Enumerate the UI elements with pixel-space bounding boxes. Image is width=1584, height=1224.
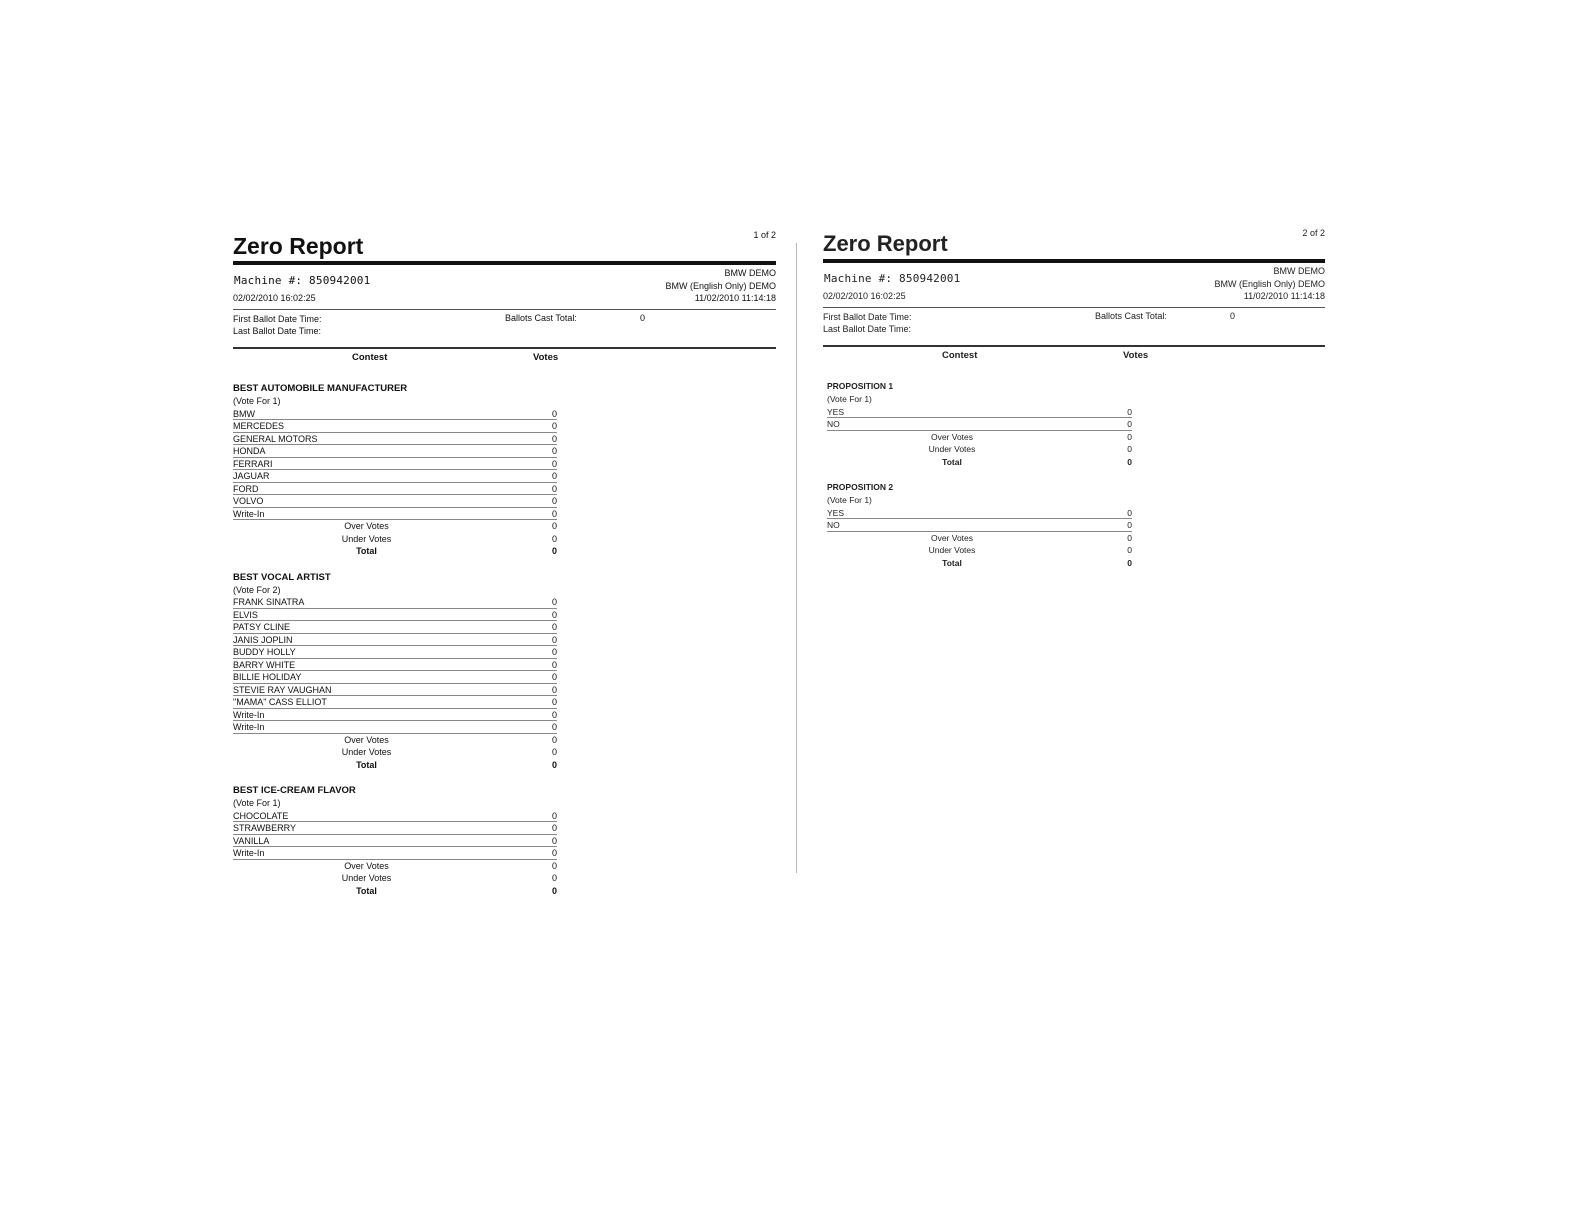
candidate-votes: 0 [551,835,557,846]
candidate-row [827,519,1132,532]
candidate-votes: 0 [551,597,557,607]
candidate-name: YES [827,406,845,417]
candidate-votes: 0 [1127,419,1132,429]
candidate-name: BUDDY HOLLY [233,647,296,657]
contest-title: PROPOSITION 1 [827,381,894,391]
report-title: Zero Report [233,233,364,259]
candidate-name: YES [827,507,845,518]
first-ballot-label: First Ballot Date Time: [823,312,912,322]
vote-for: (Vote For 1) [233,396,281,406]
ballot-style: BMW (English Only) DEMO [665,280,776,291]
vote-for: (Vote For 1) [233,798,281,808]
candidate-votes: 0 [551,647,557,657]
candidate-name: NO [827,419,840,429]
contest-block [827,380,1132,468]
candidate-votes: 0 [1127,406,1132,417]
report-datetime: 02/02/2010 16:02:25 [823,291,906,301]
total-label: Under Votes [341,533,392,544]
total-row [233,759,557,772]
total-label: Over Votes [344,734,389,745]
total-value: 0 [551,860,557,871]
under-votes-row [233,533,557,546]
total-value: 0 [551,546,557,556]
total-value: 0 [551,873,557,883]
machine-number: Machine #: 850942001 [234,274,371,287]
candidate-row [233,596,557,609]
page-number: 1 of 2 [753,230,776,240]
candidate-votes: 0 [551,634,557,645]
contest-title: PROPOSITION 2 [827,482,894,492]
report-datetime: 02/02/2010 16:02:25 [233,293,316,303]
ballots-cast-label: Ballots Cast Total: [1095,311,1167,321]
vote-for: (Vote For 1) [827,394,872,404]
candidate-name: PATSY CLINE [233,622,291,632]
column-header [823,347,1325,367]
candidate-name: JAGUAR [233,471,270,481]
candidate-votes: 0 [551,483,557,494]
total-value: 0 [1127,444,1132,454]
candidate-votes: 0 [551,810,557,821]
candidate-votes: 0 [551,709,557,720]
election-info [1214,265,1325,303]
candidate-row [233,696,557,709]
machine-number: Machine #: 850942001 [824,272,961,285]
total-label: Over Votes [930,532,974,543]
contest-title: BEST AUTOMOBILE MANUFACTURER [233,383,408,394]
candidate-votes: 0 [551,458,557,469]
election-info [665,267,776,305]
total-label: Total [356,546,377,556]
candidate-row [233,634,557,647]
total-label: Under Votes [928,545,976,555]
candidate-row [233,445,557,458]
over-votes-row [827,532,1132,545]
candidate-votes: 0 [551,496,557,506]
candidate-row [233,810,557,823]
candidate-row [233,847,557,860]
candidate-votes: 0 [551,659,557,670]
candidate-row [233,646,557,659]
candidate-name: STEVIE RAY VAUGHAN [233,684,332,695]
election-name: BMW DEMO [724,268,776,278]
contest-list [823,380,1325,569]
ballots-cast-value: 0 [1230,311,1236,321]
contest-block [233,784,557,897]
candidate-name: STRAWBERRY [233,823,297,833]
candidate-votes: 0 [1127,507,1132,518]
candidate-name: ELVIS [233,609,258,620]
total-label: Over Votes [930,431,974,442]
under-votes-row [827,544,1132,557]
total-row [827,456,1132,469]
over-votes-row [827,431,1132,444]
votes-column-header: Votes [1123,350,1149,361]
contest-list [233,382,776,897]
candidate-votes: 0 [551,609,557,620]
candidate-votes: 0 [551,622,557,632]
total-value: 0 [551,759,557,770]
total-value: 0 [1127,545,1132,555]
election-datetime: 11/02/2010 11:14:18 [694,293,776,303]
candidate-name: CHOCOLATE [233,810,289,821]
first-ballot-label: First Ballot Date Time: [233,314,322,324]
total-label: Total [942,557,962,568]
candidate-row [233,709,557,722]
vote-for: (Vote For 1) [827,495,872,505]
report-header [823,263,1325,307]
over-votes-row [233,860,557,873]
report-header [233,265,776,309]
candidate-name: BMW [233,408,255,419]
over-votes-row [233,520,557,533]
last-ballot-label: Last Ballot Date Time: [233,326,322,336]
total-label: Over Votes [344,521,389,531]
under-votes-row [233,872,557,885]
candidate-row [233,659,557,672]
total-label: Under Votes [341,873,392,883]
votes-column-header: Votes [533,352,559,363]
candidate-name: Write-In [233,848,265,858]
candidate-votes: 0 [551,408,557,419]
contest-column-header: Contest [942,350,978,361]
contest-block [233,571,557,772]
vote-for: (Vote For 2) [233,584,281,595]
candidate-row [827,507,1132,520]
election-datetime: 11/02/2010 11:14:18 [1243,291,1325,301]
election-name: BMW DEMO [1273,266,1325,276]
candidate-name: BARRY WHITE [233,659,296,670]
candidate-row [233,495,557,508]
last-ballot-label: Last Ballot Date Time: [823,324,912,334]
total-value: 0 [551,521,557,531]
total-row [827,557,1132,570]
candidate-row [233,458,557,471]
ballots-cast-label: Ballots Cast Total: [505,313,577,323]
contest-title: BEST ICE-CREAM FLAVOR [233,785,356,796]
candidate-row [233,483,557,496]
candidate-row [233,835,557,848]
total-value: 0 [1127,557,1132,568]
candidate-name: NO [827,520,840,530]
candidate-votes: 0 [551,684,557,695]
candidate-votes: 0 [551,446,557,456]
candidate-name: FORD [233,483,259,494]
candidate-name: GENERAL MOTORS [233,433,318,444]
candidate-row [233,433,557,446]
total-label: Total [356,885,377,896]
candidate-row [233,822,557,835]
candidate-name: Write-In [233,508,265,519]
total-row [233,545,557,558]
ballot-info [233,310,776,347]
contest-block [233,382,557,558]
candidate-name: FRANK SINATRA [233,597,305,607]
total-label: Under Votes [928,444,976,454]
total-label: Total [942,456,962,467]
ballot-info [823,308,1325,345]
ballots-cast-value: 0 [640,313,646,323]
candidate-row [233,508,557,521]
candidate-votes: 0 [551,433,557,444]
report-title: Zero Report [823,231,948,256]
candidate-name: HONDA [233,446,266,456]
total-value: 0 [551,885,557,896]
candidate-votes: 0 [551,697,557,707]
candidate-row [233,408,557,421]
total-value: 0 [1127,532,1132,543]
contest-title: BEST VOCAL ARTIST [233,571,331,583]
total-value: 0 [551,734,557,745]
candidate-name: FERRARI [233,458,273,469]
total-value: 0 [1127,431,1132,442]
page-number: 2 of 2 [1302,228,1325,238]
candidate-votes: 0 [551,848,557,858]
candidate-votes: 0 [551,722,557,732]
page-divider [796,243,797,873]
candidate-row [233,671,557,684]
candidate-name: Write-In [233,722,265,732]
candidate-row [233,609,557,622]
candidate-name: VOLVO [233,496,264,506]
under-votes-row [827,443,1132,456]
candidate-votes: 0 [551,471,557,481]
candidate-name: Write-In [233,709,265,720]
candidate-name: BILLIE HOLIDAY [233,672,302,682]
candidate-votes: 0 [551,823,557,833]
candidate-name: JANIS JOPLIN [233,634,293,645]
candidate-votes: 0 [551,508,557,519]
total-row [233,885,557,898]
report-page-1 [233,228,776,897]
total-value: 0 [551,747,557,757]
candidate-votes: 0 [551,421,557,431]
ballot-style: BMW (English Only) DEMO [1214,278,1325,289]
candidate-row [233,470,557,483]
column-header [233,349,776,369]
total-value: 0 [551,533,557,544]
candidate-name: VANILLA [233,835,270,846]
report-page-2 [823,226,1325,569]
under-votes-row [233,746,557,759]
candidate-name: "MAMA" CASS ELLIOT [233,697,327,707]
candidate-row [233,420,557,433]
candidate-row [827,406,1132,419]
candidate-votes: 0 [1127,520,1132,530]
total-label: Under Votes [341,747,392,757]
candidate-name: MERCEDES [233,421,285,431]
over-votes-row [233,734,557,747]
candidate-row [233,721,557,734]
candidate-row [827,418,1132,431]
total-label: Total [356,759,377,770]
total-value: 0 [1127,456,1132,467]
candidate-row [233,684,557,697]
candidate-row [233,621,557,634]
candidate-votes: 0 [551,672,557,682]
total-label: Over Votes [344,860,389,871]
contest-block [827,481,1132,569]
contest-column-header: Contest [352,352,388,363]
